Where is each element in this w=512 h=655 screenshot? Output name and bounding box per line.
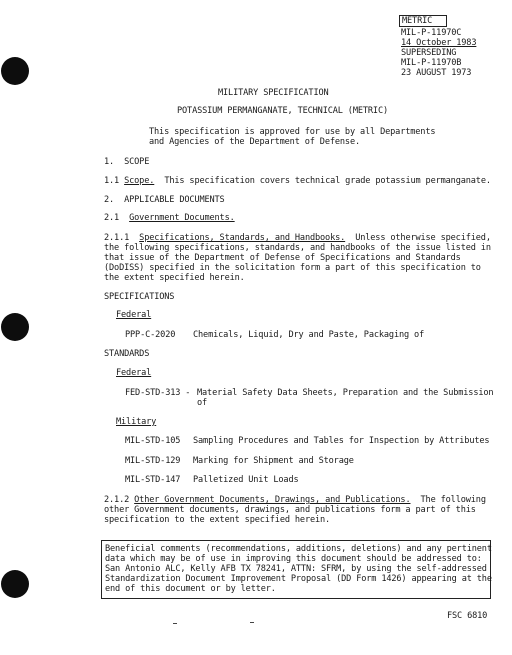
std-fed313-title-1: Material Safety Data Sheets, Preparation and the Submission (197, 388, 494, 398)
paragraph-2-1-1-line-1: 2.1.1 Specifications, Standards, and Handbooks. Unless otherwise specified, (104, 233, 491, 243)
binder-hole-middle (1, 313, 29, 341)
paragraph-2-1-1-line-2: the following specifications, standards, and handbooks of the issue listed in (104, 243, 491, 253)
paragraph-2-1-2-number: 2.1.2 (104, 495, 135, 505)
mil-std-129-title: Marking for Shipment and Storage (193, 456, 354, 466)
paragraph-2-1 (104, 213, 235, 223)
std-federal-label: Federal (116, 368, 152, 378)
fsc-code: FSC 6810 (447, 611, 488, 621)
scan-mark-right (250, 622, 254, 623)
standards-label: STANDARDS (104, 349, 150, 359)
std-fed313-title-2: of (197, 398, 208, 408)
comments-notice-box (101, 540, 491, 599)
mil-std-105-title: Sampling Procedures and Tables for Inspection by Attributes (193, 436, 490, 446)
approval-line-2: and Agencies of the Department of Defense. (149, 137, 361, 147)
paragraph-1-1 (104, 176, 491, 186)
paragraph-2-1-2-line-3: specification to the extent specified herein. (104, 515, 331, 525)
binder-hole-bottom (1, 570, 29, 598)
paragraph-1-1-text: This specification covers technical grade potassium permanganate. (154, 176, 491, 186)
paragraph-1-1-number: 1.1 (104, 176, 125, 186)
notice-line-1: Beneficial comments (recommendations, additions, deletions) and any pertinent (105, 544, 492, 554)
paragraph-2-1-1-line-3: that issue of the Department of Defense of Specifications and Standards (104, 253, 461, 263)
spec-ppp-title: Chemicals, Liquid, Dry and Paste, Packaging of (193, 330, 425, 340)
paragraph-2-1-1-line-4: (DoDISS) specified in the solicitation form a part of this specification to (104, 263, 481, 273)
notice-line-3: San Antonio ALC, Kelly AFB TX 78241, ATTN: SFRM, by using the self-addressed (105, 564, 487, 574)
notice-line-2: data which may be of use in improving this document should be addressed to: (105, 554, 482, 564)
mil-std-147-title: Palletized Unit Loads (193, 475, 299, 485)
superseded-number: MIL-P-11970B (401, 58, 462, 68)
mil-std-147-id: MIL-STD-147 (125, 475, 181, 485)
notice-line-4: Standardization Document Improvement Proposal (DD Form 1426) appearing at the (105, 574, 492, 584)
document-number: MIL-P-11970C (401, 28, 462, 38)
mil-std-129-id: MIL-STD-129 (125, 456, 181, 466)
scan-mark-left (173, 623, 177, 624)
spec-federal-label: Federal (116, 310, 152, 320)
spec-subject: POTASSIUM PERMANGANATE, TECHNICAL (METRIC) (177, 106, 389, 116)
notice-line-5: end of this document or by letter. (105, 584, 276, 594)
superseding-label: SUPERSEDING (401, 48, 457, 58)
spec-heading: MILITARY SPECIFICATION (218, 88, 329, 98)
superseded-date: 23 AUGUST 1973 (401, 68, 472, 78)
mil-std-105-id: MIL-STD-105 (125, 436, 181, 446)
document-date: 14 October 1983 (401, 38, 477, 48)
std-fed313-id: FED-STD-313 - (125, 388, 191, 398)
section-2-heading: 2. APPLICABLE DOCUMENTS (104, 195, 225, 205)
section-1-heading: 1. SCOPE (104, 157, 150, 167)
paragraph-2-1-1-line-5: the extent specified herein. (104, 273, 245, 283)
paragraph-2-1-number: 2.1 (104, 213, 130, 223)
metric-tag: METRIC (402, 16, 433, 26)
paragraph-2-1-2-line-1: 2.1.2 Other Government Documents, Drawings, and Publications. The following (104, 495, 486, 505)
paragraph-2-1-1-title: Specifications, Standards, and Handbooks. (139, 233, 346, 243)
paragraph-2-1-2-title: Other Government Documents, Drawings, and Publications. (134, 495, 411, 505)
specifications-label: SPECIFICATIONS (104, 292, 175, 302)
binder-hole-top (1, 57, 29, 85)
military-label: Military (116, 417, 157, 427)
spec-ppp-id: PPP-C-2020 (125, 330, 176, 340)
paragraph-2-1-title: Government Documents. (129, 213, 235, 223)
approval-line-1: This specification is approved for use by all Departments (149, 127, 436, 137)
paragraph-1-1-title: Scope. (124, 176, 155, 186)
paragraph-2-1-2-line-2: other Government documents, drawings, and publications form a part of this (104, 505, 476, 515)
paragraph-2-1-1-number: 2.1.1 (104, 233, 140, 243)
